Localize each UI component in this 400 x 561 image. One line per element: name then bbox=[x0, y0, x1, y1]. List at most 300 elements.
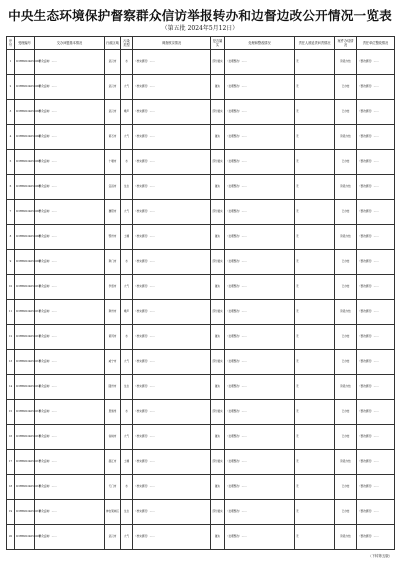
case-description-text: （群众反映）…… bbox=[36, 385, 57, 389]
region-cell bbox=[105, 400, 121, 425]
case-status bbox=[335, 350, 357, 375]
verification-text bbox=[133, 525, 211, 550]
accountability-text-text: 无 bbox=[296, 110, 299, 114]
pollution-type-text: 水 bbox=[125, 485, 128, 489]
case-id bbox=[15, 325, 41, 350]
verification-text bbox=[133, 250, 211, 275]
table-row bbox=[7, 400, 395, 425]
verification-text bbox=[133, 500, 211, 525]
handling-text-text: （处理整改）…… bbox=[226, 410, 247, 414]
rectification-text-text: （整改情况）…… bbox=[358, 360, 379, 364]
case-description-text: （群众反映）…… bbox=[36, 235, 57, 239]
case-status bbox=[335, 450, 357, 475]
table-row bbox=[7, 375, 395, 400]
verification-result bbox=[211, 400, 225, 425]
verification-result bbox=[211, 300, 225, 325]
handling-text-text: （处理整改）…… bbox=[226, 535, 247, 539]
document-title: 中央生态环境保护督察群众信访举报转办和边督边改公开情况一览表 bbox=[8, 8, 392, 23]
case-id bbox=[15, 375, 41, 400]
table-row bbox=[7, 225, 395, 250]
row-number bbox=[7, 125, 15, 150]
case-status bbox=[335, 325, 357, 350]
row-number bbox=[7, 225, 15, 250]
verification-result bbox=[211, 325, 225, 350]
pollution-type-text: 大气 bbox=[123, 135, 130, 139]
table-body bbox=[7, 50, 395, 550]
case-description-text: （群众反映）…… bbox=[36, 135, 57, 139]
verification-text-text: （核实情况）…… bbox=[134, 410, 155, 414]
case-status-text: 已办结 bbox=[341, 260, 350, 264]
verification-text-text: （核实情况）…… bbox=[134, 160, 155, 164]
accountability-text-text: 无 bbox=[296, 360, 299, 364]
rectification-text-text: （整改情况）…… bbox=[358, 410, 379, 414]
table-row bbox=[7, 525, 395, 550]
verification-text bbox=[133, 50, 211, 75]
pollution-type bbox=[121, 125, 133, 150]
accountability-text-text: 无 bbox=[296, 85, 299, 89]
verification-result-text: 部分属实 bbox=[212, 210, 223, 214]
row-number bbox=[7, 375, 15, 400]
handling-text-text: （处理整改）…… bbox=[226, 435, 247, 439]
table-row bbox=[7, 450, 395, 475]
pollution-type bbox=[121, 150, 133, 175]
rectification-text-text: （整改情况）…… bbox=[358, 460, 379, 464]
accountability-text bbox=[295, 350, 335, 375]
handling-text-text: （处理整改）…… bbox=[226, 210, 247, 214]
table-row bbox=[7, 75, 395, 100]
handling-text bbox=[225, 425, 295, 450]
region-cell bbox=[105, 500, 121, 525]
rectification-text-text: （整改情况）…… bbox=[358, 260, 379, 264]
region-cell bbox=[105, 425, 121, 450]
accountability-text-text: 无 bbox=[296, 310, 299, 314]
row-number-text: 5 bbox=[9, 160, 12, 164]
verification-text-text: （核实情况）…… bbox=[134, 310, 155, 314]
region-cell-text: 仙桃市 bbox=[108, 435, 117, 439]
case-id bbox=[15, 450, 41, 475]
case-description bbox=[35, 300, 105, 325]
pollution-type bbox=[121, 175, 133, 200]
case-id-text: D3HB2024052009 bbox=[16, 260, 41, 264]
rectification-text-text: （整改情况）…… bbox=[358, 235, 379, 239]
accountability-text-text: 无 bbox=[296, 185, 299, 189]
verification-text-text: （核实情况）…… bbox=[134, 85, 155, 89]
case-status-text: 已办结 bbox=[341, 485, 350, 489]
handling-text bbox=[225, 250, 295, 275]
case-id-text: D3HB2024052003 bbox=[16, 110, 41, 114]
pollution-type bbox=[121, 375, 133, 400]
rectification-text bbox=[357, 225, 395, 250]
row-number bbox=[7, 400, 15, 425]
verification-text-text: （核实情况）…… bbox=[134, 385, 155, 389]
case-id bbox=[15, 150, 41, 175]
region-cell bbox=[105, 350, 121, 375]
accountability-text bbox=[295, 525, 335, 550]
case-id-text: D3HB2024052016 bbox=[16, 435, 41, 439]
handling-text-text: （处理整改）…… bbox=[226, 185, 247, 189]
table-row bbox=[7, 250, 395, 275]
rectification-text bbox=[357, 325, 395, 350]
case-id bbox=[15, 100, 41, 125]
region-cell bbox=[105, 275, 121, 300]
verification-text bbox=[133, 300, 211, 325]
region-cell-text: 黄冈市 bbox=[108, 335, 117, 339]
case-status bbox=[335, 250, 357, 275]
row-number-text: 11 bbox=[8, 310, 13, 314]
case-id bbox=[15, 425, 41, 450]
pollution-type-text: 大气 bbox=[123, 360, 130, 364]
case-description-text: （群众反映）…… bbox=[36, 185, 57, 189]
header-row bbox=[7, 37, 395, 50]
case-status-text: 阶段办结 bbox=[340, 235, 351, 239]
case-id bbox=[15, 500, 41, 525]
case-description-text: （群众反映）…… bbox=[36, 535, 57, 539]
handling-text bbox=[225, 125, 295, 150]
region-cell-text: 恩施州 bbox=[108, 410, 117, 414]
accountability-text bbox=[295, 300, 335, 325]
pollution-type bbox=[121, 100, 133, 125]
pollution-type-text: 大气 bbox=[123, 535, 130, 539]
case-id-text: D3HB2024052013 bbox=[16, 360, 41, 364]
row-number-text: 4 bbox=[9, 135, 12, 139]
accountability-text bbox=[295, 225, 335, 250]
verification-result bbox=[211, 375, 225, 400]
region-cell bbox=[105, 100, 121, 125]
table-row bbox=[7, 325, 395, 350]
case-status bbox=[335, 375, 357, 400]
handling-text bbox=[225, 325, 295, 350]
pollution-type bbox=[121, 275, 133, 300]
rectification-text bbox=[357, 175, 395, 200]
table-row bbox=[7, 200, 395, 225]
table-header bbox=[7, 37, 395, 50]
verification-text bbox=[133, 100, 211, 125]
pollution-type bbox=[121, 500, 133, 525]
rectification-text bbox=[357, 125, 395, 150]
pollution-type bbox=[121, 425, 133, 450]
region-cell-text: 武汉市 bbox=[108, 535, 117, 539]
rectification-text-text: （整改情况）…… bbox=[358, 435, 379, 439]
handling-text bbox=[225, 300, 295, 325]
handling-text bbox=[225, 500, 295, 525]
row-number-text: 10 bbox=[8, 285, 13, 289]
row-number bbox=[7, 50, 15, 75]
row-number bbox=[7, 525, 15, 550]
verification-text bbox=[133, 200, 211, 225]
case-id-text: D3HB2024052019 bbox=[16, 510, 41, 514]
verification-text bbox=[133, 125, 211, 150]
case-id-text: D3HB2024052002 bbox=[16, 85, 41, 89]
case-status-text: 阶段办结 bbox=[340, 460, 351, 464]
verification-result-text: 属实 bbox=[214, 235, 221, 239]
handling-text bbox=[225, 100, 295, 125]
row-number bbox=[7, 350, 15, 375]
row-number bbox=[7, 475, 15, 500]
case-description bbox=[35, 125, 105, 150]
row-number-text: 14 bbox=[8, 385, 13, 389]
region-cell-text: 天门市 bbox=[108, 485, 117, 489]
handling-text-text: （处理整改）…… bbox=[226, 60, 247, 64]
accountability-text bbox=[295, 425, 335, 450]
region-cell bbox=[105, 225, 121, 250]
row-number bbox=[7, 300, 15, 325]
pollution-type-text: 水 bbox=[125, 335, 128, 339]
case-id bbox=[15, 525, 41, 550]
pollution-type-text: 大气 bbox=[123, 285, 130, 289]
case-description-text: （群众反映）…… bbox=[36, 110, 57, 114]
row-number bbox=[7, 175, 15, 200]
case-status-text: 已办结 bbox=[341, 360, 350, 364]
accountability-text bbox=[295, 325, 335, 350]
verification-text bbox=[133, 150, 211, 175]
row-number-text: 16 bbox=[8, 435, 13, 439]
column-header: 污染类型 bbox=[121, 37, 133, 50]
case-description bbox=[35, 150, 105, 175]
verification-result-text: 属实 bbox=[214, 385, 221, 389]
case-description bbox=[35, 250, 105, 275]
case-status-text: 阶段办结 bbox=[340, 185, 351, 189]
case-description bbox=[35, 400, 105, 425]
case-description bbox=[35, 350, 105, 375]
accountability-text bbox=[295, 175, 335, 200]
accountability-text-text: 无 bbox=[296, 260, 299, 264]
handling-text-text: （处理整改）…… bbox=[226, 360, 247, 364]
handling-text bbox=[225, 175, 295, 200]
region-cell bbox=[105, 200, 121, 225]
rectification-text-text: （整改情况）…… bbox=[358, 160, 379, 164]
accountability-text bbox=[295, 100, 335, 125]
row-number bbox=[7, 325, 15, 350]
rectification-text bbox=[357, 50, 395, 75]
verification-result-text: 部分属实 bbox=[212, 110, 223, 114]
verification-text bbox=[133, 425, 211, 450]
case-status bbox=[335, 125, 357, 150]
row-number-text: 7 bbox=[9, 210, 12, 214]
verification-result-text: 部分属实 bbox=[212, 160, 223, 164]
handling-text bbox=[225, 75, 295, 100]
verification-result-text: 部分属实 bbox=[212, 310, 223, 314]
region-cell-text: 神农架林区 bbox=[106, 510, 119, 514]
case-description bbox=[35, 325, 105, 350]
case-status bbox=[335, 525, 357, 550]
pollution-type-text: 生态 bbox=[123, 510, 130, 514]
region-cell bbox=[105, 175, 121, 200]
row-number bbox=[7, 150, 15, 175]
case-status-text: 已办结 bbox=[341, 510, 350, 514]
row-number bbox=[7, 425, 15, 450]
case-status bbox=[335, 300, 357, 325]
handling-text-text: （处理整改）…… bbox=[226, 110, 247, 114]
pollution-type-text: 生态 bbox=[123, 185, 130, 189]
verification-result bbox=[211, 350, 225, 375]
row-number-text: 18 bbox=[8, 485, 13, 489]
column-header: 责任人被追责问责情况 bbox=[295, 37, 335, 50]
rectification-text-text: （整改情况）…… bbox=[358, 110, 379, 114]
case-description-text: （群众反映）…… bbox=[36, 460, 57, 464]
handling-text-text: （处理整改）…… bbox=[226, 135, 247, 139]
row-number-text: 8 bbox=[9, 235, 12, 239]
petition-table bbox=[6, 36, 395, 550]
case-description bbox=[35, 425, 105, 450]
row-number bbox=[7, 100, 15, 125]
rectification-text-text: （整改情况）…… bbox=[358, 510, 379, 514]
verification-text-text: （核实情况）…… bbox=[134, 260, 155, 264]
handling-text bbox=[225, 200, 295, 225]
region-cell bbox=[105, 125, 121, 150]
table-row bbox=[7, 175, 395, 200]
region-cell-text: 孝感市 bbox=[108, 285, 117, 289]
verification-result-text: 属实 bbox=[214, 335, 221, 339]
rectification-text bbox=[357, 475, 395, 500]
region-cell bbox=[105, 250, 121, 275]
row-number bbox=[7, 200, 15, 225]
document-subtitle: （第五批 2024年5月12日） bbox=[161, 25, 239, 32]
pollution-type-text: 土壤 bbox=[123, 235, 130, 239]
row-number-text: 1 bbox=[9, 60, 12, 64]
row-number bbox=[7, 75, 15, 100]
case-id-text: D3HB2024052018 bbox=[16, 485, 41, 489]
case-description-text: （群众反映）…… bbox=[36, 60, 57, 64]
pollution-type bbox=[121, 225, 133, 250]
case-status bbox=[335, 275, 357, 300]
row-number-text: 12 bbox=[8, 335, 13, 339]
accountability-text-text: 无 bbox=[296, 460, 299, 464]
region-cell-text: 荆州市 bbox=[108, 310, 117, 314]
row-number-text: 13 bbox=[8, 360, 13, 364]
case-description-text: （群众反映）…… bbox=[36, 210, 57, 214]
verification-text bbox=[133, 375, 211, 400]
rectification-text-text: （整改情况）…… bbox=[358, 535, 379, 539]
pollution-type bbox=[121, 300, 133, 325]
case-id-text: D3HB2024052004 bbox=[16, 135, 41, 139]
case-status-text: 阶段办结 bbox=[340, 385, 351, 389]
rectification-text bbox=[357, 300, 395, 325]
case-status-text: 已办结 bbox=[341, 285, 350, 289]
case-description-text: （群众反映）…… bbox=[36, 360, 57, 364]
pollution-type-text: 水 bbox=[125, 160, 128, 164]
region-cell-text: 鄂州市 bbox=[108, 235, 117, 239]
handling-text bbox=[225, 400, 295, 425]
case-id bbox=[15, 125, 41, 150]
verification-text-text: （核实情况）…… bbox=[134, 210, 155, 214]
verification-result bbox=[211, 525, 225, 550]
column-header: 行政区域 bbox=[105, 37, 121, 50]
accountability-text bbox=[295, 75, 335, 100]
verification-result bbox=[211, 475, 225, 500]
case-status bbox=[335, 75, 357, 100]
region-cell-text: 襄阳市 bbox=[108, 210, 117, 214]
accountability-text-text: 无 bbox=[296, 410, 299, 414]
verification-text bbox=[133, 175, 211, 200]
handling-text bbox=[225, 50, 295, 75]
handling-text-text: （处理整改）…… bbox=[226, 335, 247, 339]
rectification-text bbox=[357, 250, 395, 275]
rectification-text bbox=[357, 150, 395, 175]
case-description-text: （群众反映）…… bbox=[36, 285, 57, 289]
column-header: 案件办结情况 bbox=[335, 37, 357, 50]
table-row bbox=[7, 100, 395, 125]
region-cell bbox=[105, 375, 121, 400]
case-description-text: （群众反映）…… bbox=[36, 310, 57, 314]
row-number-text: 20 bbox=[8, 535, 13, 539]
row-number-text: 2 bbox=[9, 85, 12, 89]
region-cell bbox=[105, 300, 121, 325]
pollution-type bbox=[121, 250, 133, 275]
verification-result bbox=[211, 150, 225, 175]
case-id bbox=[15, 475, 41, 500]
case-status-text: 阶段办结 bbox=[340, 535, 351, 539]
verification-result bbox=[211, 50, 225, 75]
pollution-type-text: 大气 bbox=[123, 85, 130, 89]
row-number-text: 9 bbox=[9, 260, 12, 264]
case-description-text: （群众反映）…… bbox=[36, 85, 57, 89]
pollution-type-text: 大气 bbox=[123, 435, 130, 439]
rectification-text bbox=[357, 500, 395, 525]
accountability-text-text: 无 bbox=[296, 285, 299, 289]
accountability-text-text: 无 bbox=[296, 485, 299, 489]
verification-result bbox=[211, 225, 225, 250]
verification-text bbox=[133, 75, 211, 100]
verification-result bbox=[211, 100, 225, 125]
rectification-text-text: （整改情况）…… bbox=[358, 185, 379, 189]
verification-text bbox=[133, 350, 211, 375]
case-status-text: 已办结 bbox=[341, 160, 350, 164]
case-status bbox=[335, 400, 357, 425]
case-id bbox=[15, 225, 41, 250]
case-id-text: D3HB2024052017 bbox=[16, 460, 41, 464]
verification-result bbox=[211, 125, 225, 150]
verification-result bbox=[211, 200, 225, 225]
accountability-text bbox=[295, 450, 335, 475]
case-id-text: D3HB2024052005 bbox=[16, 160, 41, 164]
pollution-type bbox=[121, 75, 133, 100]
case-status bbox=[335, 50, 357, 75]
case-status-text: 阶段办结 bbox=[340, 60, 351, 64]
rectification-text bbox=[357, 200, 395, 225]
case-id bbox=[15, 300, 41, 325]
verification-result bbox=[211, 75, 225, 100]
accountability-text bbox=[295, 150, 335, 175]
verification-result-text: 部分属实 bbox=[212, 60, 223, 64]
region-cell bbox=[105, 325, 121, 350]
accountability-text-text: 无 bbox=[296, 60, 299, 64]
region-cell bbox=[105, 525, 121, 550]
case-id bbox=[15, 250, 41, 275]
handling-text bbox=[225, 375, 295, 400]
verification-text bbox=[133, 225, 211, 250]
case-id bbox=[15, 350, 41, 375]
region-cell-text: 随州市 bbox=[108, 385, 117, 389]
accountability-text bbox=[295, 125, 335, 150]
handling-text-text: （处理整改）…… bbox=[226, 285, 247, 289]
accountability-text-text: 无 bbox=[296, 135, 299, 139]
rectification-text-text: （整改情况）…… bbox=[358, 485, 379, 489]
page-footer: （下转第五版） bbox=[368, 554, 392, 558]
rectification-text-text: （整改情况）…… bbox=[358, 285, 379, 289]
table-row bbox=[7, 150, 395, 175]
handling-text-text: （处理整改）…… bbox=[226, 485, 247, 489]
verification-result bbox=[211, 500, 225, 525]
pollution-type bbox=[121, 350, 133, 375]
case-description bbox=[35, 175, 105, 200]
case-status-text: 阶段办结 bbox=[340, 310, 351, 314]
verification-text bbox=[133, 450, 211, 475]
pollution-type-text: 噪声 bbox=[123, 310, 130, 314]
table-row bbox=[7, 500, 395, 525]
table-row bbox=[7, 300, 395, 325]
verification-text-text: （核实情况）…… bbox=[134, 435, 155, 439]
case-id-text: D3HB2024052008 bbox=[16, 235, 41, 239]
